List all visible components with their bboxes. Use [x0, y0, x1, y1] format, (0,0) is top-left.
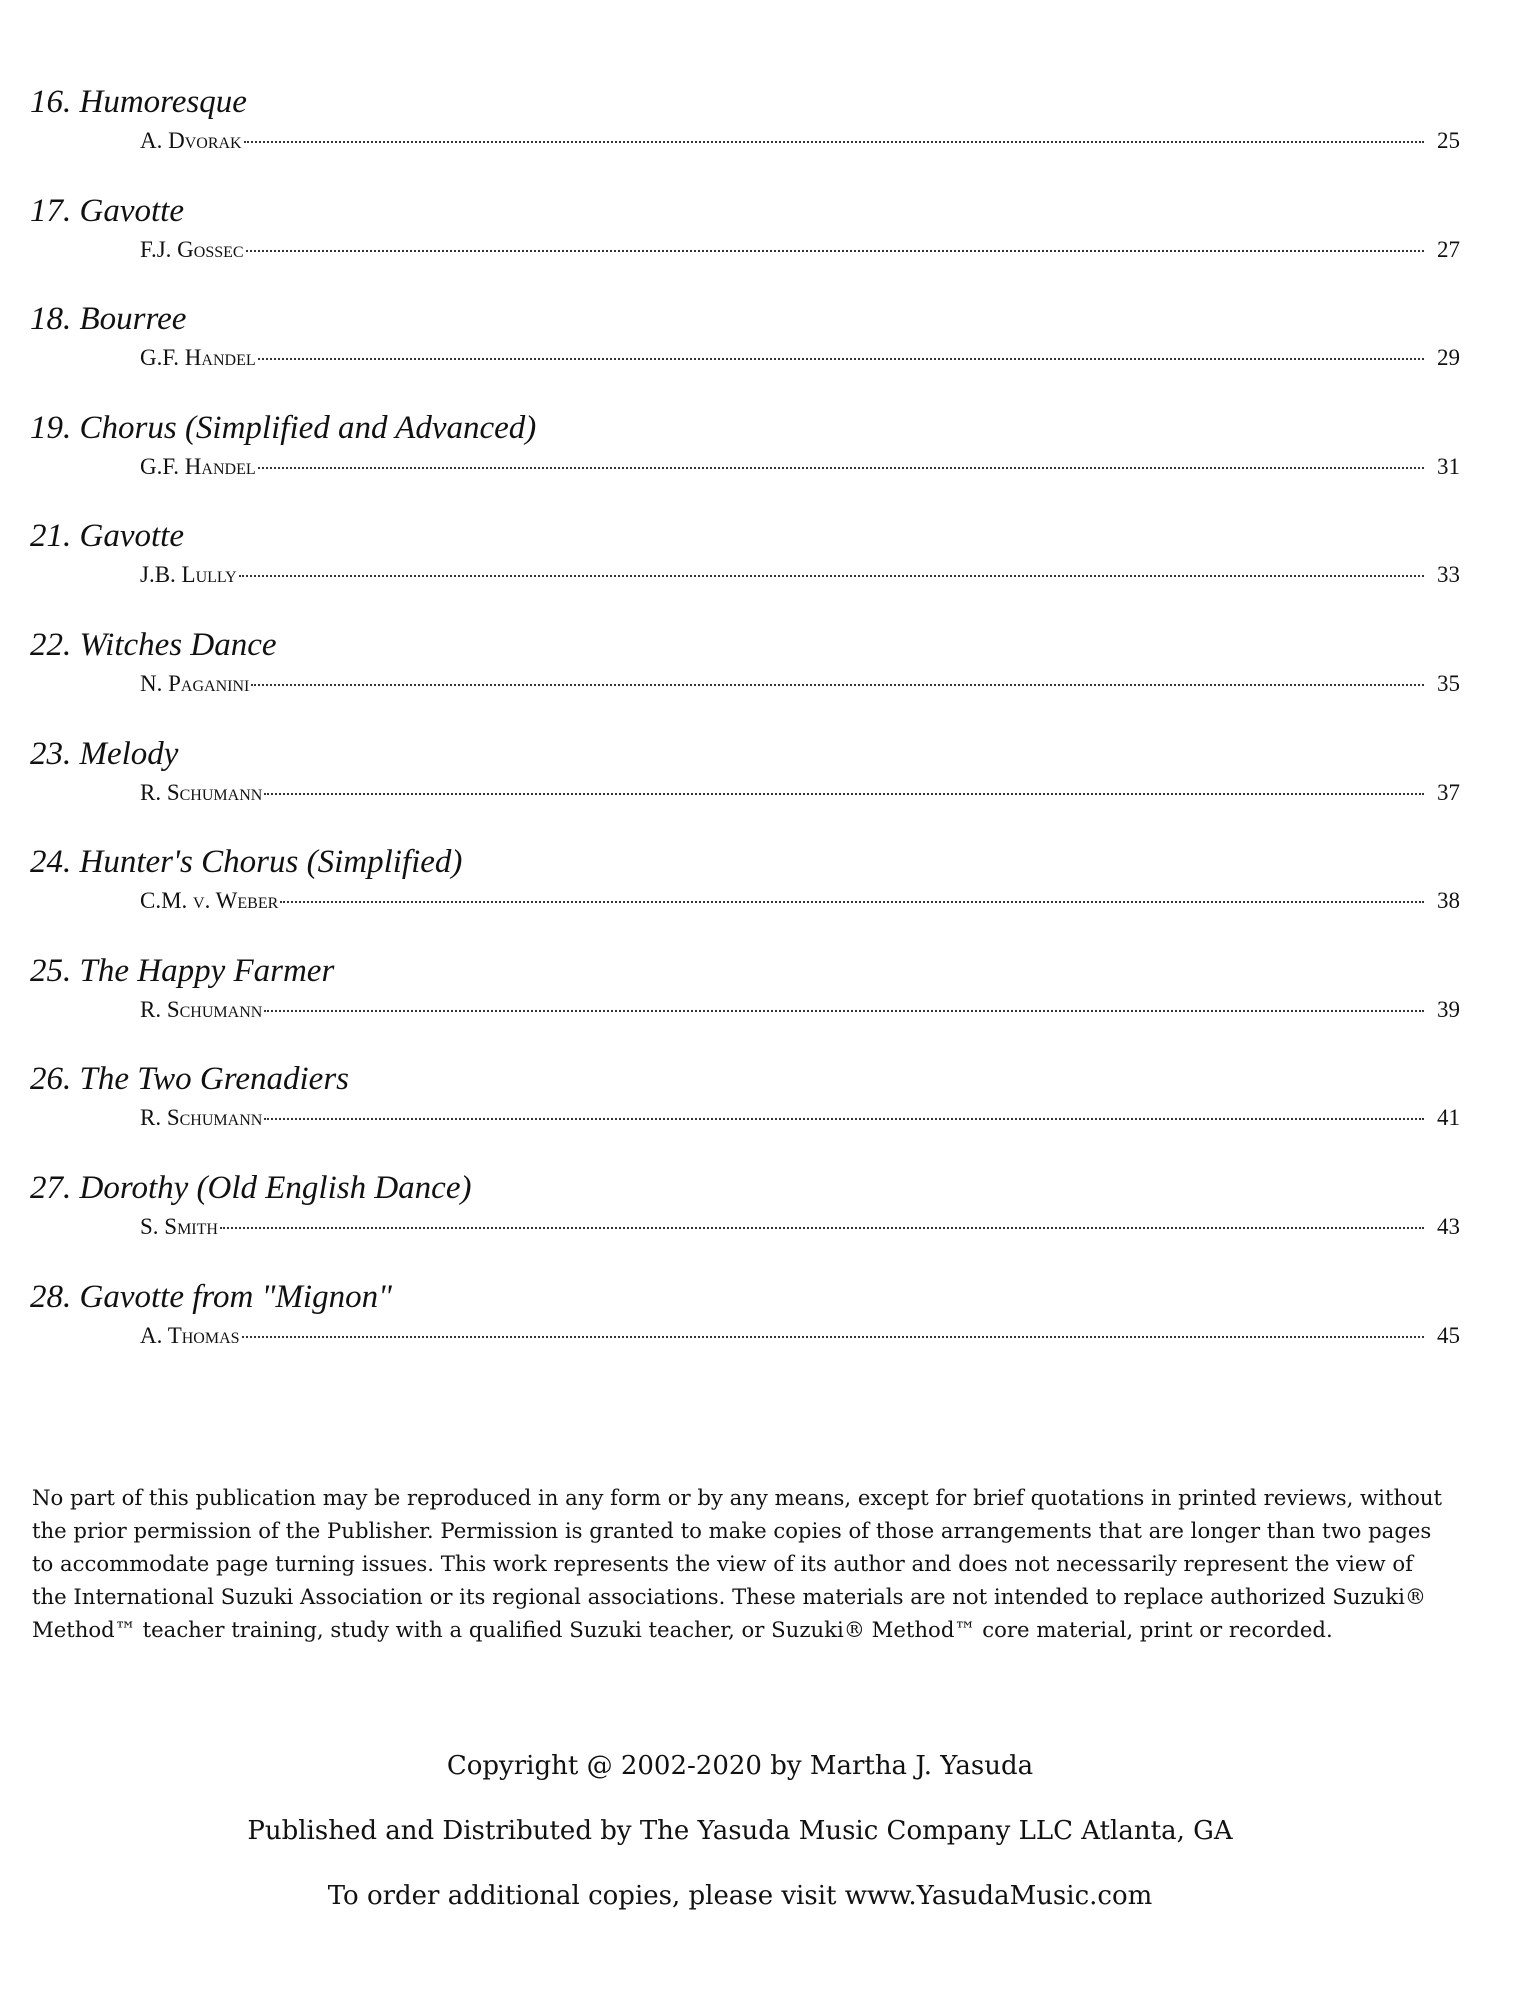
piece-title: 23. Melody	[30, 735, 179, 772]
publisher-line: Published and Distributed by The Yasuda Music Company LLC Atlanta, GA	[247, 1816, 1233, 1846]
piece-title: 22. Witches Dance	[30, 626, 277, 663]
dot-leader	[264, 1117, 1424, 1120]
piece-title: 19. Chorus (Simplified and Advanced)	[30, 409, 537, 446]
order-info-line: To order additional copies, please visit www.YasudaMusic.com	[327, 1881, 1153, 1911]
toc-entry	[30, 82, 1460, 191]
toc-line	[140, 995, 1460, 1025]
composer-name: G.F. Handel	[140, 345, 256, 371]
dot-leader	[239, 574, 1424, 577]
toc-entry	[30, 408, 1460, 517]
dot-leader	[246, 249, 1424, 252]
toc-entry	[30, 516, 1460, 625]
table-of-contents	[30, 82, 1460, 1385]
page-number: 37	[1437, 779, 1460, 805]
toc-entry	[30, 842, 1460, 951]
piece-title: 21. Gavotte	[30, 518, 184, 555]
page-number: 45	[1437, 1322, 1460, 1348]
composer-name: A. Thomas	[140, 1322, 240, 1348]
page-number: 43	[1437, 1213, 1460, 1239]
composer-name: C.M. v. Weber	[140, 888, 279, 914]
toc-line	[140, 886, 1460, 916]
page-number: 25	[1437, 128, 1460, 153]
dot-leader	[251, 683, 1424, 686]
toc-entry	[30, 299, 1460, 408]
toc-line	[140, 1212, 1460, 1242]
piece-title: 26. The Two Grenadiers	[30, 1061, 350, 1098]
composer-name: R. Schumann	[140, 1105, 263, 1131]
toc-line	[140, 560, 1460, 590]
composer-name: J.B. Lully	[140, 562, 237, 588]
composer-name: A. Dvorak	[140, 128, 242, 153]
toc-entry	[30, 734, 1460, 843]
dot-leader	[242, 1335, 1424, 1338]
copyright-line: Copyright @ 2002-2020 by Martha J. Yasuda	[446, 1751, 1034, 1781]
piece-title: 18. Bourree	[30, 301, 187, 338]
toc-entry	[30, 1168, 1460, 1277]
toc-line	[140, 343, 1460, 373]
copyright-notice: No part of this publication may be reproduced in any form or by any means, except for brief quotations in printed reviews, without the prior permission of the Publisher. Permission is granted to make copies of those arrangements that are longer than two pages to accommodate page turning issues. This work represents the view of its author and does not necessarily represent the view of the International Suzuki Association or its regional associations. These materials are not intended to replace authorized Suzuki® Method™ teacher training, study with a qualified Suzuki teacher, or Suzuki® Method™ core material, print or recorded.	[32, 1485, 1443, 1643]
toc-line	[140, 1103, 1460, 1133]
dot-leader	[264, 792, 1424, 795]
page-number: 27	[1437, 236, 1460, 262]
page-number: 39	[1437, 996, 1460, 1022]
page-number: 31	[1437, 453, 1460, 479]
page-number: 35	[1437, 670, 1460, 696]
toc-line	[140, 1321, 1460, 1351]
page-number: 38	[1437, 888, 1460, 914]
piece-title: 17. Gavotte	[30, 192, 184, 229]
page-number: 41	[1437, 1105, 1460, 1131]
composer-name: R. Schumann	[140, 779, 263, 805]
piece-title: 24. Hunter's Chorus (Simplified)	[30, 844, 463, 881]
composer-name: F.J. Gossec	[140, 236, 244, 262]
toc-line	[140, 452, 1460, 482]
page-number: 33	[1437, 562, 1460, 588]
piece-title: 28. Gavotte from "Mignon"	[30, 1278, 392, 1315]
dot-leader	[280, 900, 1424, 903]
toc-entry	[30, 1277, 1460, 1386]
dot-leader	[258, 357, 1424, 360]
composer-name: G.F. Handel	[140, 453, 256, 479]
toc-line	[140, 235, 1460, 265]
toc-entry	[30, 1059, 1460, 1168]
toc-line	[140, 126, 1460, 156]
composer-name: N. Paganini	[140, 670, 250, 696]
toc-line	[140, 669, 1460, 699]
page-number: 29	[1437, 345, 1460, 371]
dot-leader	[258, 466, 1424, 469]
composer-name: R. Schumann	[140, 996, 263, 1022]
toc-entry	[30, 625, 1460, 734]
dot-leader	[264, 1009, 1424, 1012]
toc-line	[140, 778, 1460, 808]
toc-entry	[30, 951, 1460, 1060]
dot-leader	[244, 140, 1424, 143]
toc-entry	[30, 191, 1460, 300]
piece-title: 16. Humoresque	[30, 84, 247, 120]
piece-title: 25. The Happy Farmer	[30, 952, 335, 989]
piece-title: 27. Dorothy (Old English Dance)	[30, 1169, 472, 1206]
composer-name: S. Smith	[140, 1213, 218, 1239]
dot-leader	[220, 1226, 1424, 1229]
